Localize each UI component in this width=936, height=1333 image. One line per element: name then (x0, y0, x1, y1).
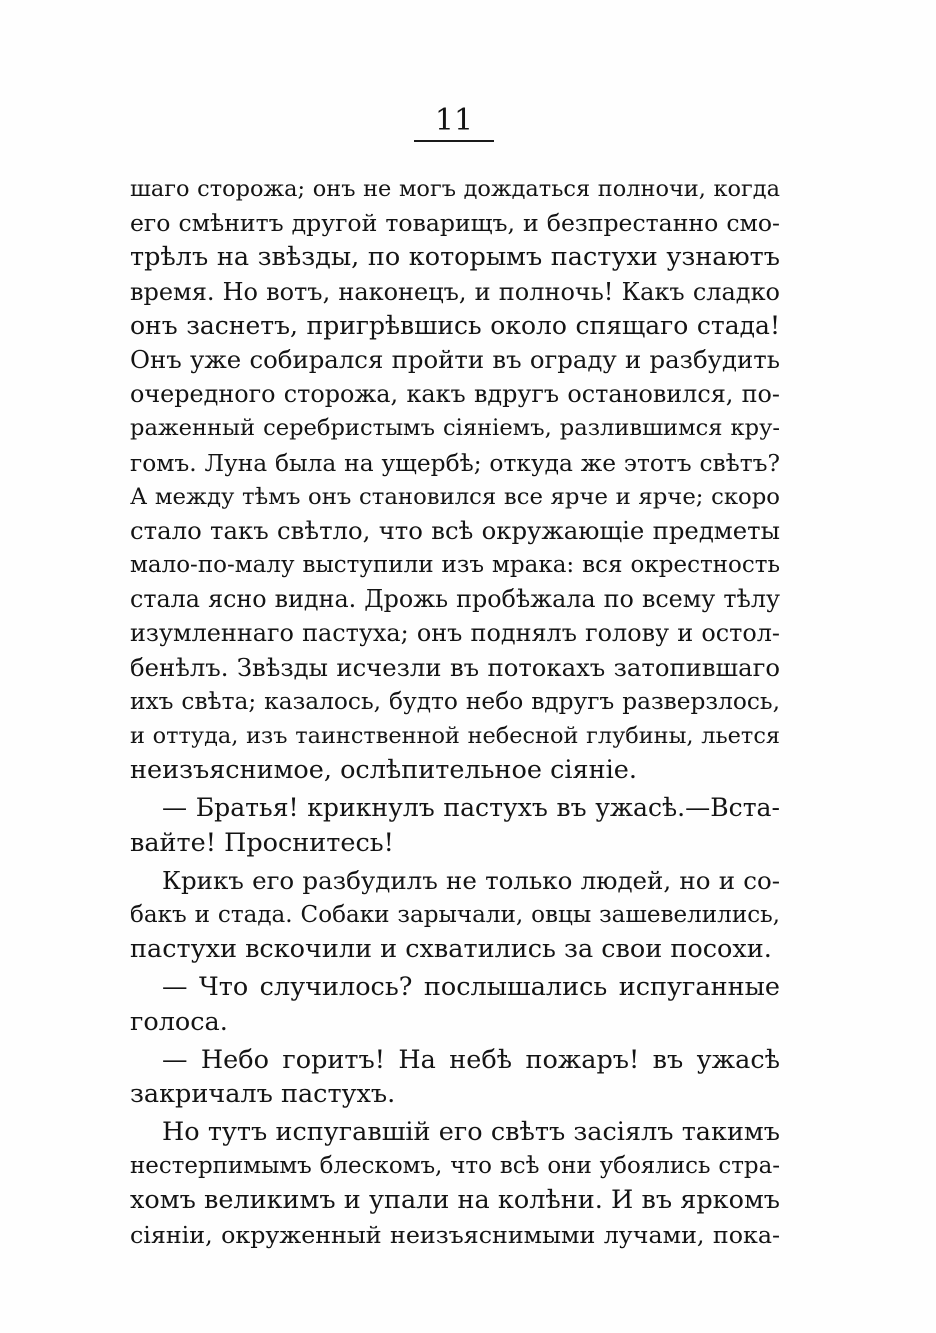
text-line: мало-по-малу выступили изъ мрака: вся окрестность (130, 552, 780, 579)
body-text (130, 172, 780, 1252)
text-line: онъ заснетъ, пригрѣвшись около спящаго стада! (130, 310, 780, 340)
text-line: и оттуда, изъ таинственной небесной глубины, льется (130, 723, 780, 749)
text-line: А между тѣмъ онъ становился все ярче и ярче; скоро (130, 483, 780, 510)
text-line: — Братья! крикнулъ пастухъ въ ужасѣ.—Вста- (162, 793, 780, 823)
text-line: нестерпимымъ блескомъ, что всѣ они убоялись стра- (130, 1153, 780, 1180)
text-line: неизъяснимое, ослѣпительное сіяніе. (130, 755, 637, 786)
text-line: Онъ уже собирался пройти въ ограду и разбудить (130, 344, 780, 374)
text-line: очередного сторожа, какъ вдругъ остановился, по- (130, 380, 780, 409)
text-line: ихъ свѣта; казалось, будто небо вдругъ разверзлось, (130, 687, 780, 715)
page-number: 11 (434, 103, 474, 138)
text-line: шаго сторожа; онъ не могъ дождаться полночи, когда (130, 176, 780, 202)
text-line: раженный серебристымъ сіяніемъ, разлившимся кру- (130, 415, 780, 442)
text-line: — Что случилось? послышались испуганные (162, 972, 780, 1003)
text-line: время. Но вотъ, наконецъ, и полночь! Какъ сладко (130, 277, 780, 306)
text-line: трѣлъ на звѣзды, по которымъ пастухи узнаютъ (130, 242, 780, 273)
text-line: Но тутъ испугавшій его свѣтъ засіялъ такимъ (162, 1117, 780, 1148)
text-line: изумленнаго пастуха; онъ поднялъ голову и остол- (130, 619, 780, 648)
page-number-rule (414, 140, 494, 142)
text-line: — Небо горитъ! На небѣ пожаръ! въ ужасѣ (162, 1044, 780, 1075)
text-line: стало такъ свѣтло, что всѣ окружающіе предметы (130, 515, 780, 545)
text-line: бенѣлъ. Звѣзды исчезли въ потокахъ затопившаго (130, 652, 780, 682)
text-line: стала ясно видна. Дрожь пробѣжала по всему тѣлу (130, 585, 780, 614)
text-line: гомъ. Луна была на ущербѣ; откуда же этотъ свѣтъ? (130, 448, 780, 477)
text-line: его смѣнитъ другой товарищъ, и безпрестанно смо- (130, 209, 780, 238)
text-line: хомъ великимъ и упали на колѣни. И въ яркомъ (130, 1185, 780, 1216)
text-line: вайте! Проснитесь! (130, 827, 394, 858)
text-line: Крикъ его разбудилъ не только людей, но и со- (162, 865, 780, 895)
text-line: пастухи вскочили и схватились за свои посохи. (130, 934, 772, 965)
text-line: бакъ и стада. Собаки зарычали, овцы зашевелились, (130, 901, 780, 928)
text-line: голоса. (130, 1006, 228, 1037)
text-line: закричалъ пастухъ. (130, 1078, 396, 1109)
text-line: сіяніи, окруженный неизъяснимыми лучами, пока- (130, 1220, 780, 1249)
